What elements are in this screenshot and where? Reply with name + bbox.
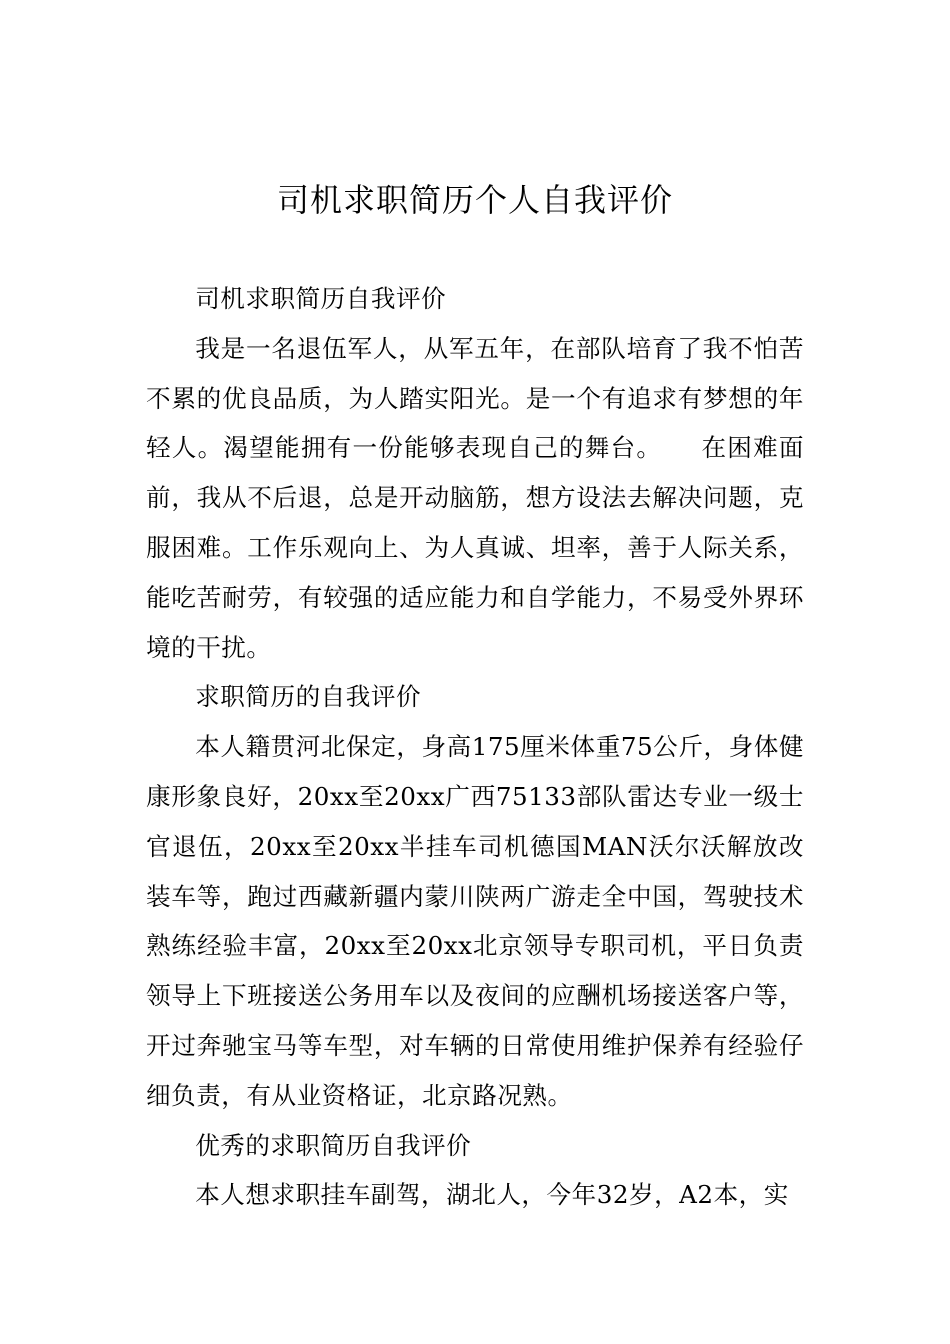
body-paragraph: 本人想求职挂车副驾，湖北人，今年32岁，A2本，实 [195,1180,789,1210]
section-heading: 司机求职简历自我评价 [195,284,447,313]
document-body [146,274,804,1220]
document-title: 司机求职简历个人自我评价 [276,181,673,219]
body-paragraph: 本人籍贯河北保定，身高175厘米体重75公斤，身体健康形象良好，20xx至20xx广西75133部队雷达专业一级士官退伍，20xx至20xx半挂车司机德国MAN沃尔沃解放改装车等，跑过西藏新疆内蒙川陕两广游走全中国，驾驶技术熟练经验丰富，20xx至20xx北京领导专职司机，平日负责领导上下班接送公务用车以及夜间的应酬机场接送客户等，开过奔驰宝马等车型，对车辆的日常使用维护保养有经验仔细负责，有从业资格证，北京路况熟。 [146,732,804,1110]
section-heading: 求职简历的自我评价 [195,682,422,712]
section-heading: 优秀的求职简历自我评价 [195,1130,472,1160]
body-paragraph: 我是一名退伍军人，从军五年，在部队培育了我不怕苦不累的优良品质，为人踏实阳光。是一个有追求有梦想的年轻人。渴望能拥有一份能够表现自己的舞台。 在困难面前，我从不后退，总是开动脑筋，想方设法去解决问题，克服困难。工作乐观向上、为人真诚、坦率，善于人际关系，能吃苦耐劳，有较强的适应能力和自学能力，不易受外界环境的干扰。 [146,333,804,662]
